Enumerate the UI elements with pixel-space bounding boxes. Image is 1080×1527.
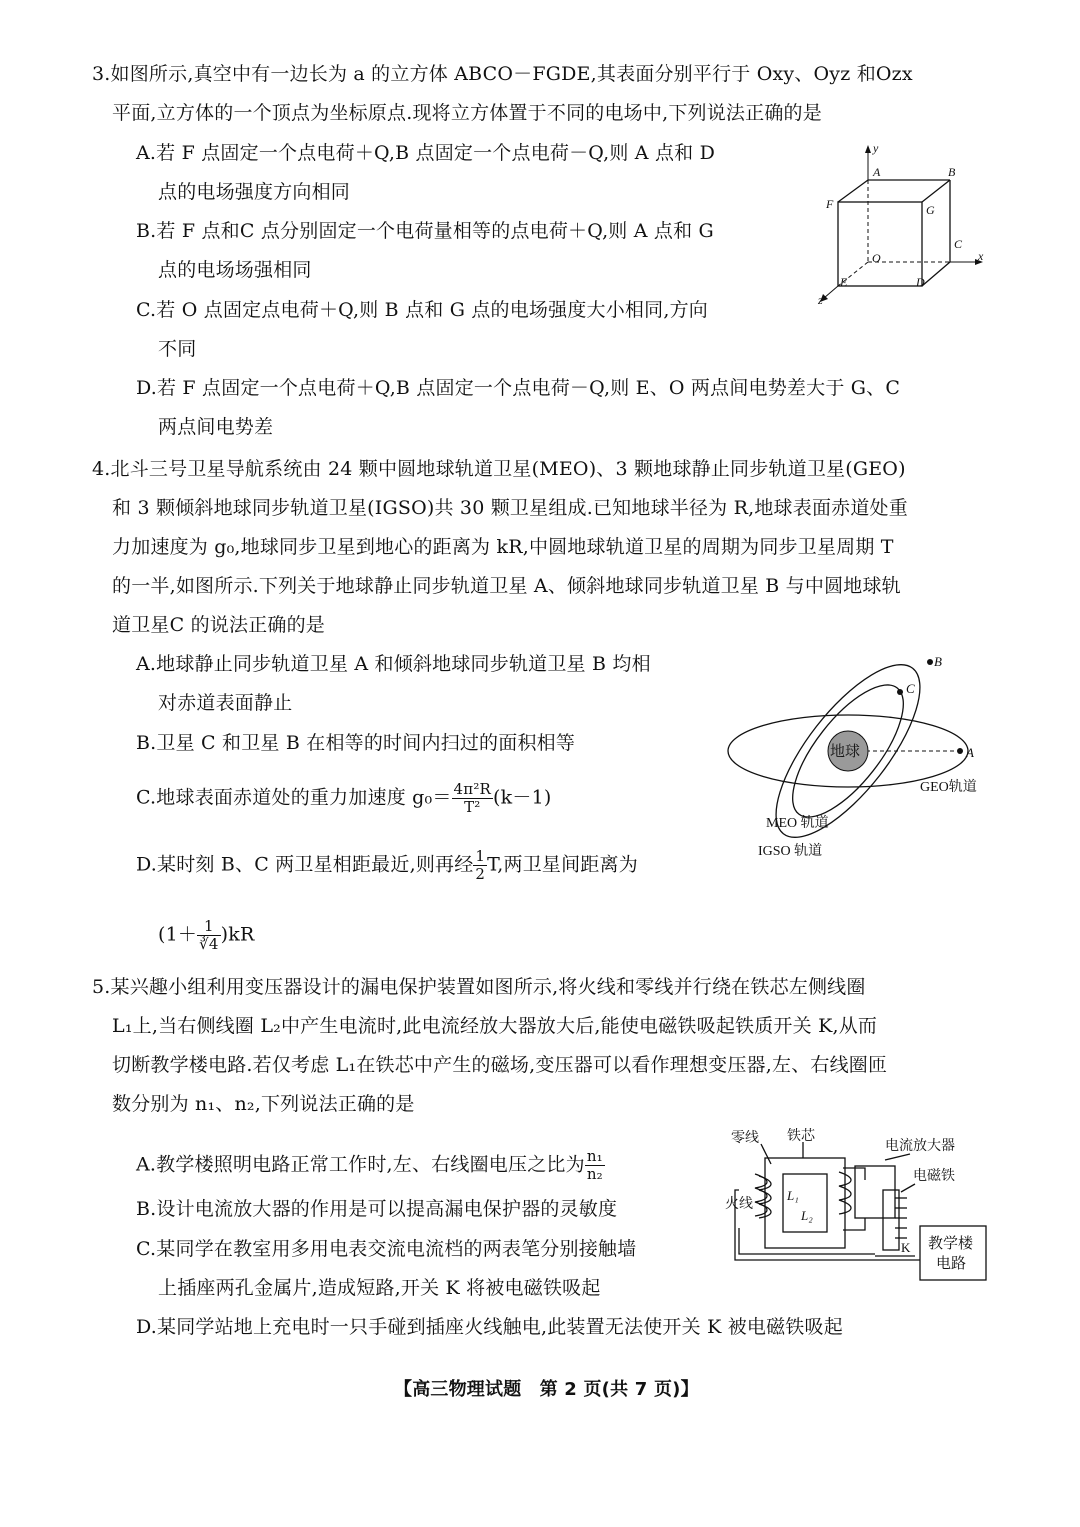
orbit-label-c: C <box>906 681 915 696</box>
fire-line-label: 火线 <box>725 1197 753 1212</box>
cube-label-c: C <box>954 237 963 251</box>
q5-option-c-line1: C.某同学在教室用多用电表交流电流档的两表笔分别接触墙 <box>136 1238 637 1260</box>
building-label-line1: 教学楼 <box>928 1236 974 1252</box>
orbit-figure <box>720 645 1020 865</box>
geo-orbit-label: GEO轨道 <box>920 780 977 795</box>
cube-label-g: G <box>926 203 935 217</box>
orbit-label-a: A <box>966 745 974 760</box>
q4-option-d-answer-pre: (1＋ <box>158 923 198 946</box>
cube-label-f: F <box>826 197 834 211</box>
q3-option-b-line2: 点的电场场强相同 <box>158 259 312 281</box>
igso-orbit-label: IGSO 轨道 <box>758 844 823 859</box>
q4-option-d-answer <box>158 918 254 953</box>
q4-option-a-line2: 对赤道表面静止 <box>158 692 293 714</box>
cube-label-d: D <box>916 275 925 289</box>
q4-stem-line5: 道卫星C 的说法正确的是 <box>112 614 325 636</box>
amplifier-label: 电流放大器 <box>885 1139 955 1154</box>
q5-option-a <box>136 1148 605 1183</box>
earth-label: 地球 <box>830 744 861 760</box>
q3-option-c-line1: C.若 O 点固定点电荷＋Q,则 B 点和 G 点的电场强度大小相同,方向 <box>136 299 708 321</box>
cube-label-z: z <box>818 293 823 307</box>
q5-option-b: B.设计电流放大器的作用是可以提高漏电保护器的灵敏度 <box>136 1198 618 1220</box>
q5-option-c-line2: 上插座两孔金属片,造成短路,开关 K 将被电磁铁吸起 <box>158 1277 601 1299</box>
q4-option-c-denominator: T² <box>464 798 481 816</box>
q4-option-d-answer-numerator: 1 <box>197 918 221 936</box>
q4-option-d-answer-fraction <box>197 918 221 953</box>
q4-option-d-denominator: 2 <box>475 865 486 883</box>
cube-label-b: B <box>948 165 956 179</box>
q4-option-d-numerator: 1 <box>475 847 486 865</box>
q4-option-d-fraction <box>473 848 487 883</box>
building-label-line2: 电路 <box>936 1256 967 1272</box>
q4-stem-line1: 4.北斗三号卫星导航系统由 24 颗中圆地球轨道卫星(MEO)、3 颗地球静止同步轨道卫星(GEO) <box>92 458 906 480</box>
q3-option-a-line2: 点的电场强度方向相同 <box>158 181 351 203</box>
orbit-label-b: B <box>934 654 942 669</box>
q3-option-d-line2: 两点间电势差 <box>158 416 274 438</box>
q5-option-d: D.某同学站地上充电时一只手碰到插座火线触电,此装置无法使开关 K 被电磁铁吸起 <box>136 1316 843 1338</box>
page-footer: 【高三物理试题 第 2 页(共 7 页)】 <box>394 1379 699 1400</box>
q3-option-d-line1: D.若 F 点固定一个点电荷＋Q,B 点固定一个点电荷－Q,则 E、O 两点间电势差大于 G、C <box>136 377 901 399</box>
q4-stem-line4: 的一半,如图所示.下列关于地球静止同步轨道卫星 A、倾斜地球同步轨道卫星 B 与中圆地球轨 <box>112 575 901 597</box>
cube-label-o: O <box>872 251 881 265</box>
q5-option-a-numerator: n₁ <box>586 1147 603 1165</box>
q4-stem-line2: 和 3 颗倾斜地球同步轨道卫星(IGSO)共 30 颗卫星组成.已知地球半径为 R,地球表面赤道处重 <box>112 497 908 519</box>
q5-option-a-denominator: n₂ <box>586 1165 603 1183</box>
q4-option-d-answer-post: )kR <box>220 923 255 946</box>
q4-option-c-pre: C.地球表面赤道处的重力加速度 g₀＝ <box>136 786 452 809</box>
q3-option-b-line1: B.若 F 点和C 点分别固定一个电荷量相等的点电荷＋Q,则 A 点和 G <box>136 220 714 242</box>
q3-option-c-line2: 不同 <box>158 338 197 360</box>
coil-l2-label: L₂ <box>801 1208 813 1223</box>
cube-label-y: y <box>873 141 879 155</box>
electromagnet-label: 电磁铁 <box>913 1169 955 1184</box>
q4-option-d-pre: D.某时刻 B、C 两卫星相距最近,则再经 <box>136 853 474 876</box>
cube-figure <box>810 140 990 310</box>
cube-label-e: E <box>840 275 848 289</box>
q5-stem-line3: 切断教学楼电路.若仅考虑 L₁在铁芯中产生的磁场,变压器可以看作理想变压器,左、右线圈匝 <box>112 1054 888 1076</box>
zero-line-label: 零线 <box>731 1131 759 1146</box>
q5-stem-line4: 数分别为 n₁、n₂,下列说法正确的是 <box>112 1093 415 1115</box>
q4-option-d-answer-denominator: ∛4 <box>199 935 219 953</box>
iron-core-label: 铁芯 <box>787 1129 815 1144</box>
q3-stem-line1: 3.如图所示,真空中有一边长为 a 的立方体 ABCO－FGDE,其表面分别平行于 Oxy、Oyz 和Ozx <box>92 63 913 85</box>
q3-option-a-line1: A.若 F 点固定一个点电荷＋Q,B 点固定一个点电荷－Q,则 A 点和 D <box>136 142 716 164</box>
meo-orbit-label: MEO 轨道 <box>766 816 829 831</box>
q5-option-a-fraction <box>585 1148 605 1183</box>
q4-option-b: B.卫星 C 和卫星 B 在相等的时间内扫过的面积相等 <box>136 732 576 754</box>
q4-option-c-post: (k－1) <box>493 786 552 809</box>
cube-label-x: x <box>978 249 984 263</box>
q4-option-c <box>136 781 551 816</box>
q5-option-a-pre: A.教学楼照明电路正常工作时,左、右线圈电压之比为 <box>136 1153 585 1176</box>
q5-stem-line2: L₁上,当右侧线圈 L₂中产生电流时,此电流经放大器放大后,能使电磁铁吸起铁质开关 K,从而 <box>112 1015 878 1037</box>
transformer-figure <box>725 1128 995 1288</box>
q4-option-a-line1: A.地球静止同步轨道卫星 A 和倾斜地球同步轨道卫星 B 均相 <box>136 653 651 675</box>
q4-stem-line3: 力加速度为 g₀,地球同步卫星到地心的距离为 kR,中圆地球轨道卫星的周期为同步卫星周期 T <box>112 536 894 558</box>
q4-option-c-numerator: 4π²R <box>453 780 492 798</box>
switch-k-label: K <box>901 1240 911 1255</box>
q4-option-d <box>136 848 638 883</box>
q4-option-c-fraction <box>452 781 494 816</box>
q3-stem-line2: 平面,立方体的一个顶点为坐标原点.现将立方体置于不同的电场中,下列说法正确的是 <box>112 102 822 124</box>
q5-stem-line1: 5.某兴趣小组利用变压器设计的漏电保护装置如图所示,将火线和零线并行绕在铁芯左侧线圈 <box>92 976 866 998</box>
coil-l1-label: L₁ <box>787 1188 799 1203</box>
cube-label-a: A <box>873 165 881 179</box>
q4-option-d-post: T,两卫星间距离为 <box>487 853 638 876</box>
